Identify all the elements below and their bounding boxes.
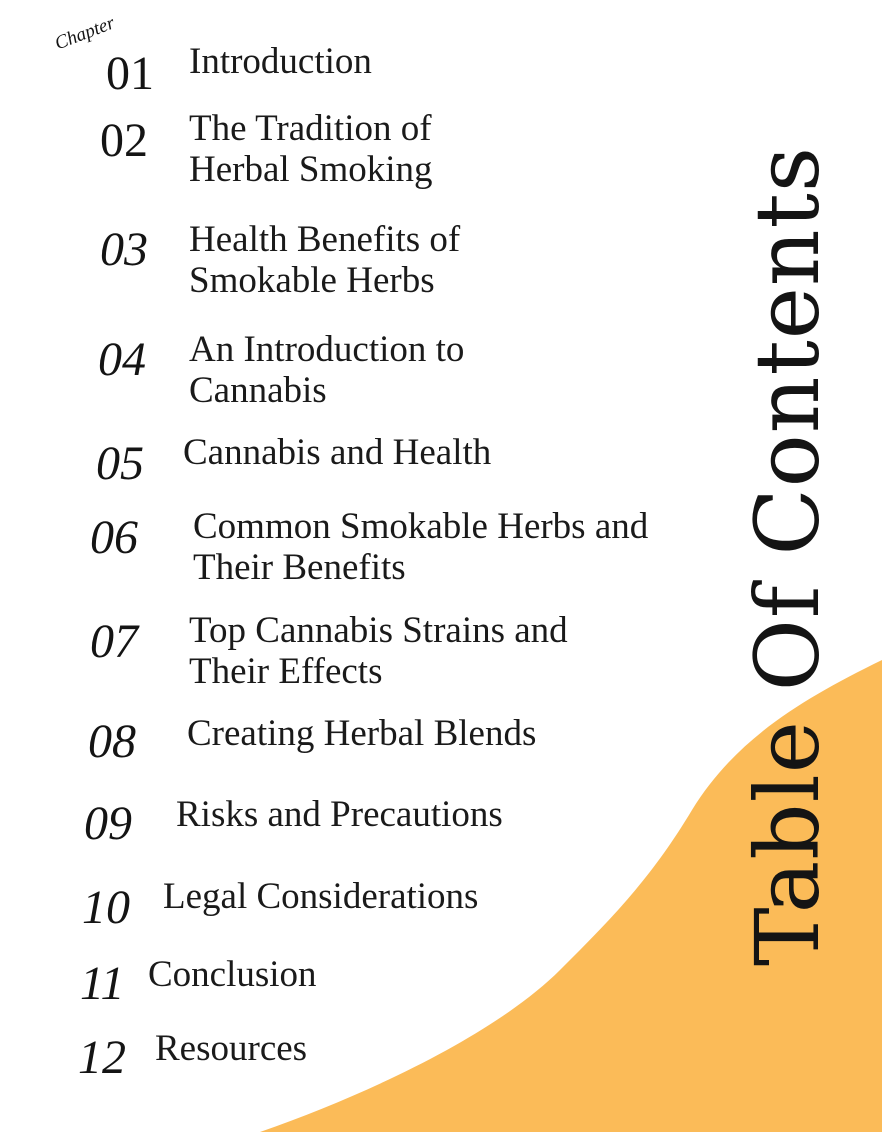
entry-title-06[interactable] [193, 506, 648, 588]
entry-title-11[interactable] [148, 954, 317, 995]
entry-title-line: Cannabis [189, 370, 327, 411]
entry-number-01: 01 [106, 47, 154, 100]
entry-number-02: 02 [100, 114, 148, 167]
entry-title-line: Cannabis and Health [183, 432, 492, 473]
entry-number-06: 06 [90, 511, 138, 564]
entry-number-08: 08 [88, 715, 136, 768]
entry-title-10[interactable] [163, 876, 478, 917]
entry-title-09[interactable] [176, 794, 503, 835]
entry-title-line: The Tradition of [189, 108, 432, 149]
entry-number-09: 09 [84, 797, 132, 850]
entry-title-08[interactable] [187, 713, 536, 754]
entry-title-04[interactable] [189, 329, 464, 411]
entry-title-12[interactable] [155, 1028, 307, 1069]
entry-title-line: Creating Herbal Blends [187, 713, 537, 754]
entry-number-07: 07 [90, 615, 138, 668]
entry-title-line: Herbal Smoking [189, 149, 433, 190]
entry-title-line: Common Smokable Herbs and [193, 506, 649, 547]
entry-title-line: Top Cannabis Strains and [189, 610, 568, 651]
entry-number-05: 05 [96, 437, 144, 490]
entry-number-10: 10 [82, 881, 130, 934]
entry-number-11: 11 [80, 957, 125, 1010]
entry-title-07[interactable] [189, 610, 568, 692]
entry-title-line: Their Effects [189, 651, 383, 692]
entry-title-02[interactable] [189, 108, 433, 190]
entry-title-line: Risks and Precautions [176, 794, 503, 835]
entry-title-line: An Introduction to [189, 329, 465, 370]
entry-title-line: Resources [155, 1028, 308, 1069]
side-title: Table Of Contents [736, 145, 839, 967]
entry-number-04: 04 [98, 333, 146, 386]
entry-title-line: Smokable Herbs [189, 260, 435, 301]
entry-title-01[interactable] [189, 41, 372, 82]
entry-title-line: Conclusion [148, 954, 317, 995]
entry-title-line: Health Benefits of [189, 219, 461, 260]
entry-number-03: 03 [100, 223, 148, 276]
chapter-label: Chapter [52, 12, 118, 55]
entry-title-03[interactable] [189, 219, 460, 301]
entry-title-05[interactable] [183, 432, 491, 473]
entry-title-line: Their Benefits [193, 547, 406, 588]
entry-number-12: 12 [78, 1031, 126, 1084]
entry-title-line: Introduction [189, 41, 372, 82]
entry-title-line: Legal Considerations [163, 876, 479, 917]
